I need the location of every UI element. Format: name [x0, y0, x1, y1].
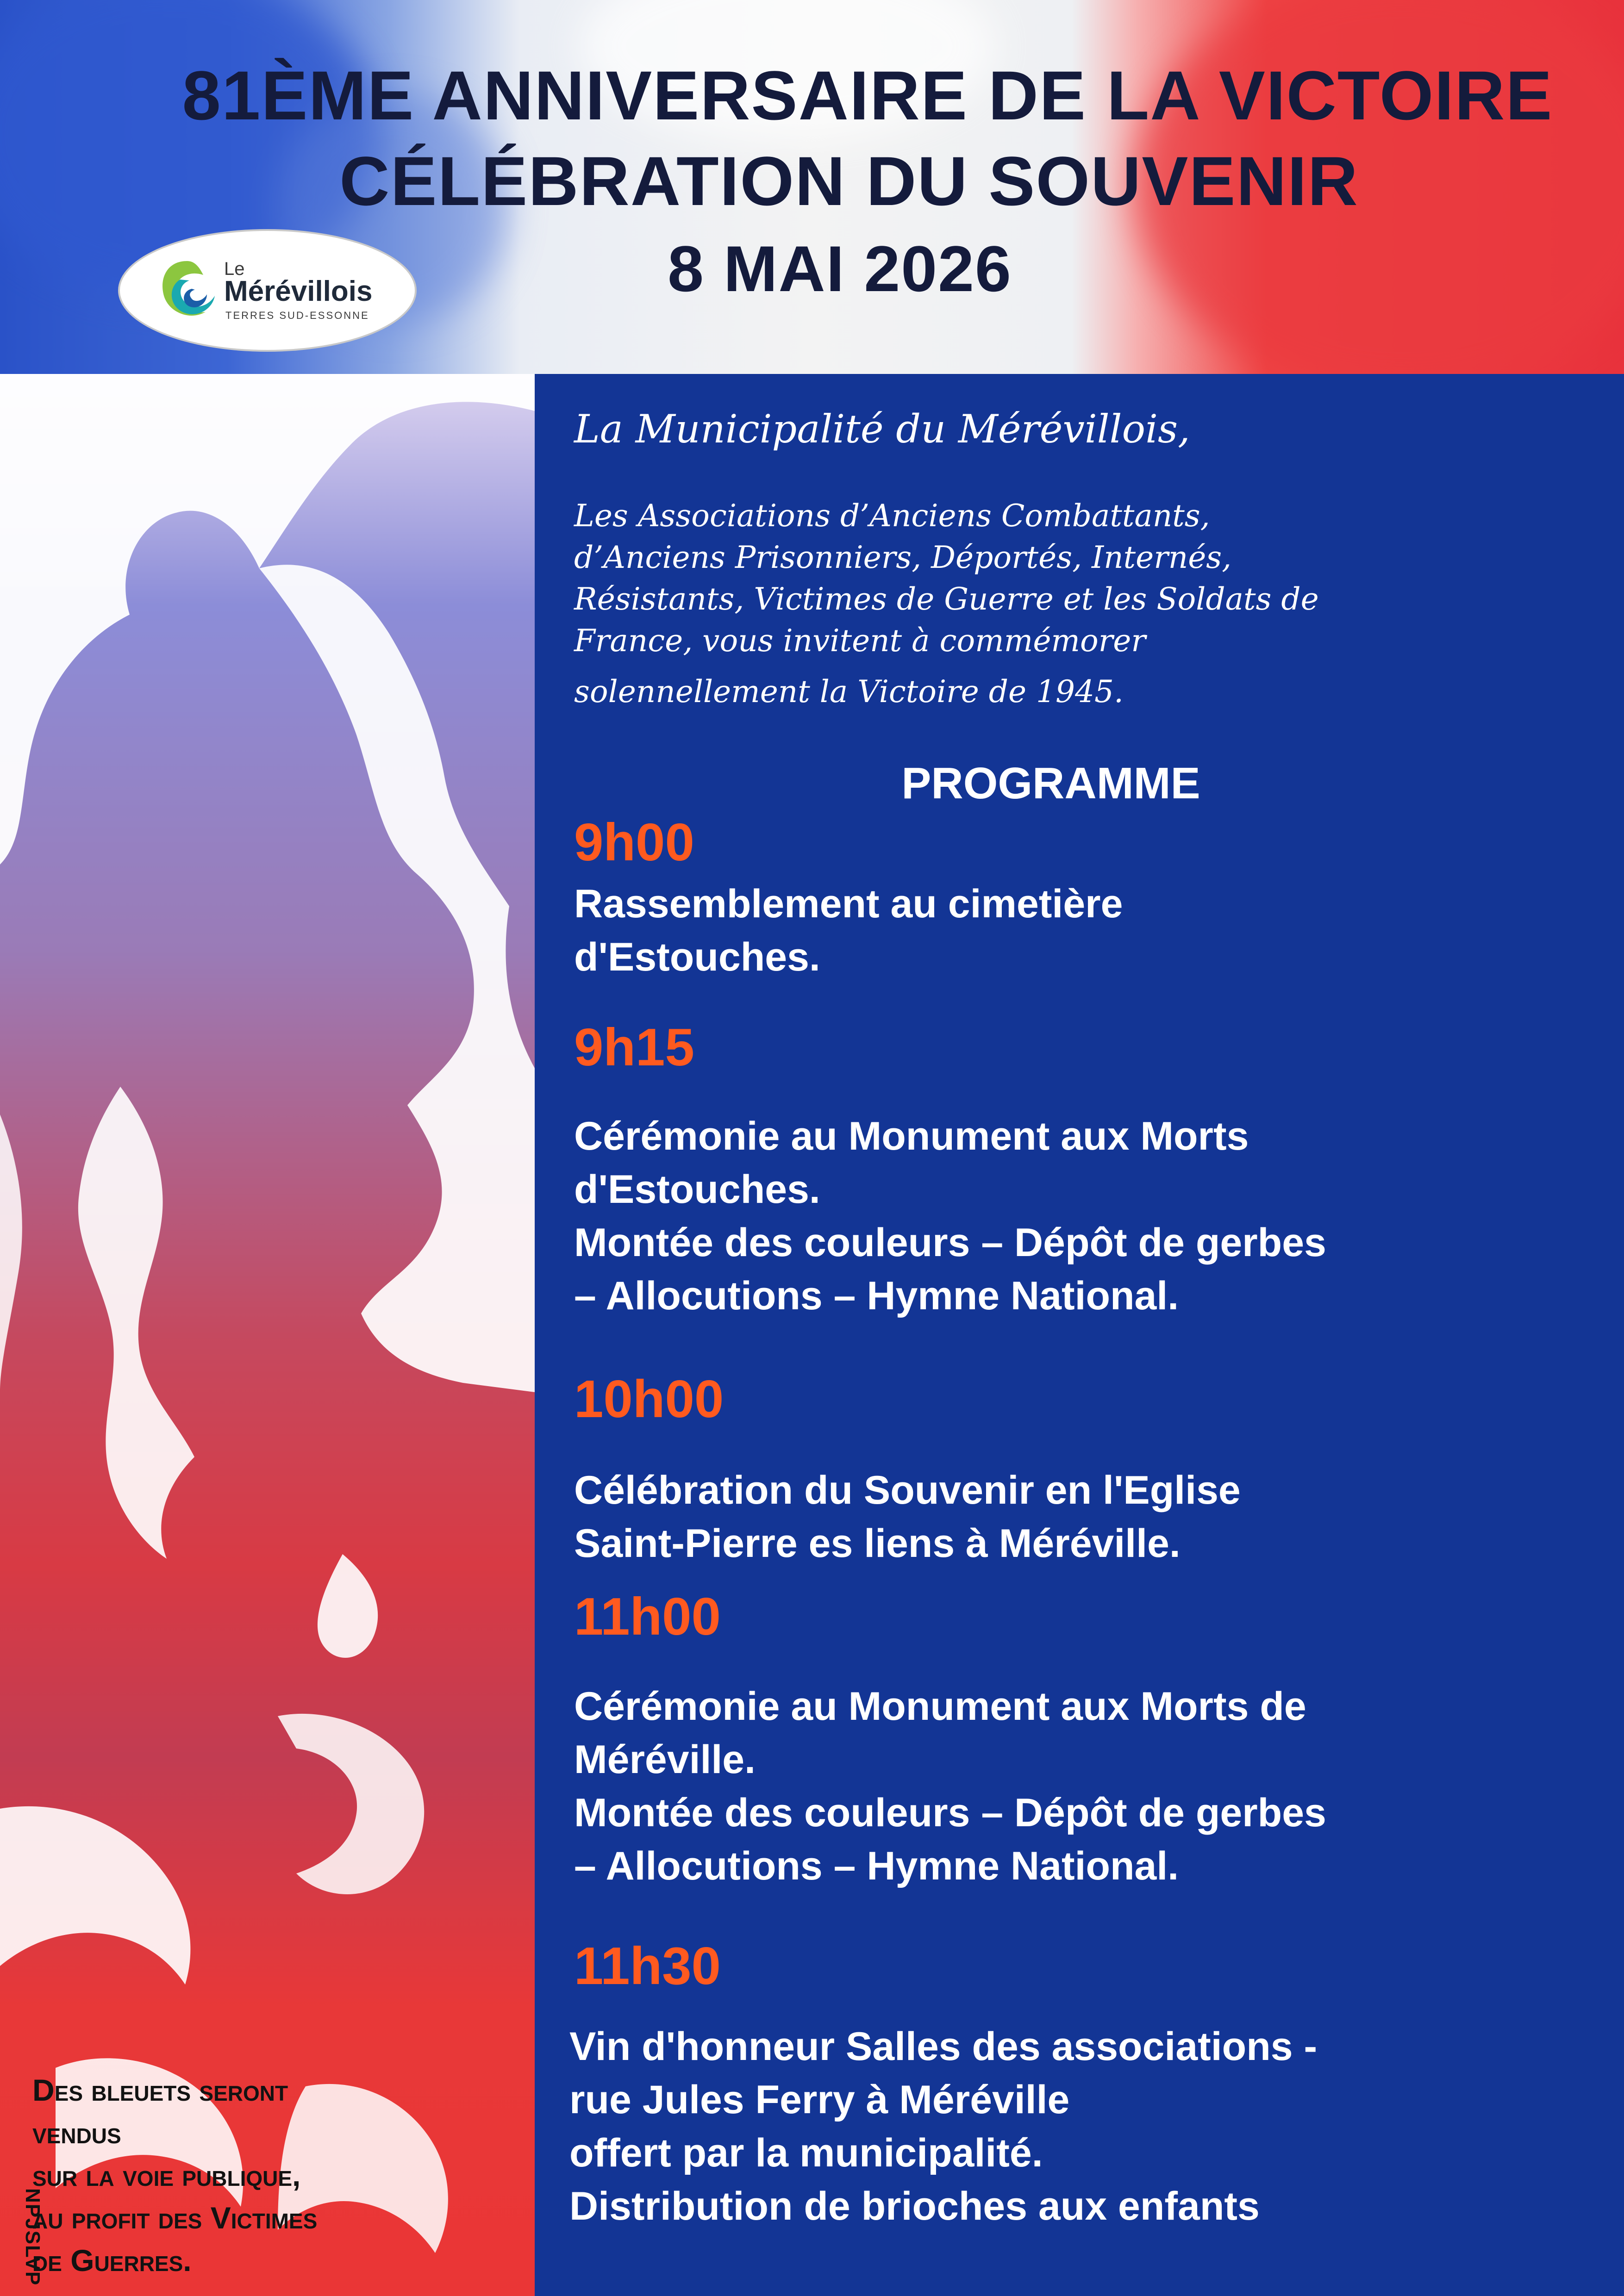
bleuets-line: au profit des Victimes: [32, 2201, 318, 2235]
schedule-time: 9h00: [574, 813, 694, 872]
logo-prefix: Le: [224, 259, 245, 279]
bleuets-line: vendus: [32, 2116, 121, 2150]
schedule-line: Cérémonie au Monument aux Morts de: [574, 1684, 1306, 1729]
logo-subtitle: TERRES SUD-ESSONNE: [225, 310, 369, 321]
schedule-description: [574, 1110, 1593, 1323]
schedule-line: Saint-Pierre es liens à Méréville.: [574, 1521, 1181, 1566]
schedule-line: – Allocutions – Hymne National.: [574, 1274, 1179, 1318]
schedule-line: offert par la municipalité.: [569, 2131, 1043, 2175]
schedule-description: [574, 877, 1593, 984]
schedule-time: 9h15: [574, 1018, 694, 1077]
schedule-line: Célébration du Souvenir en l'Eglise: [574, 1468, 1241, 1512]
schedule-description: [574, 1680, 1593, 1893]
intro-line: Les Associations d’Anciens Combattants,: [574, 498, 1210, 534]
schedule-line: – Allocutions – Hymne National.: [574, 1844, 1179, 1888]
bleuets-line: sur la voie publique,: [32, 2158, 301, 2192]
header-banner: [0, 0, 1624, 374]
title-line-1: 81ÈME ANNIVERSAIRE DE LA VICTOIRE: [182, 56, 1553, 134]
marianne-silhouette-icon: [0, 374, 535, 2296]
bleuets-line: Des bleuets seront: [32, 2073, 288, 2107]
intro-line: d’Anciens Prisonniers, Déportés, Internés,: [574, 540, 1232, 575]
intro-line: solennellement la Victoire de 1945.: [574, 674, 1124, 709]
schedule-line: Rassemblement au cimetière: [574, 882, 1123, 926]
event-date: 8 MAI 2026: [668, 232, 1012, 305]
schedule-time: 11h00: [574, 1587, 721, 1646]
schedule-line: Vin d'honneur Salles des associations -: [569, 2024, 1318, 2069]
marianne-illustration-panel: [0, 374, 535, 2296]
programme-panel: [535, 374, 1624, 2296]
bleuets-notice: [32, 2069, 523, 2282]
merevillois-logo: [118, 229, 417, 352]
intro-line: France, vous invitent à commémorer: [574, 623, 1146, 659]
intro-line: Résistants, Victimes de Guerre et les Soldats de: [574, 581, 1319, 617]
swirl-logo-icon: [152, 252, 222, 330]
schedule-line: Montée des couleurs – Dépôt de gerbes: [574, 1220, 1326, 1265]
schedule-line: d'Estouches.: [574, 935, 820, 979]
schedule-line: Cérémonie au Monument aux Morts: [574, 1114, 1249, 1158]
schedule-description: [574, 1464, 1593, 1570]
bleuets-line: de Guerres.: [32, 2243, 192, 2277]
intro-title: La Municipalité du Mérévillois,: [574, 406, 1190, 452]
schedule-line: d'Estouches.: [574, 1167, 820, 1212]
programme-heading: PROGRAMME: [901, 759, 1200, 808]
schedule-description: [569, 2020, 1588, 2233]
intro-body: [574, 495, 1583, 713]
schedule-line: Méréville.: [574, 1737, 756, 1782]
schedule-line: Montée des couleurs – Dépôt de gerbes: [574, 1791, 1326, 1835]
schedule-time: 11h30: [574, 1937, 721, 1996]
vertical-code-text: NPJSLVP: [21, 2188, 44, 2286]
logo-name: Mérévillois: [224, 275, 373, 307]
schedule-time: 10h00: [574, 1370, 724, 1429]
schedule-line: Distribution de brioches aux enfants: [569, 2184, 1260, 2228]
title-line-2: CÉLÉBRATION DU SOUVENIR: [339, 142, 1359, 220]
schedule-line: rue Jules Ferry à Méréville: [569, 2078, 1070, 2122]
